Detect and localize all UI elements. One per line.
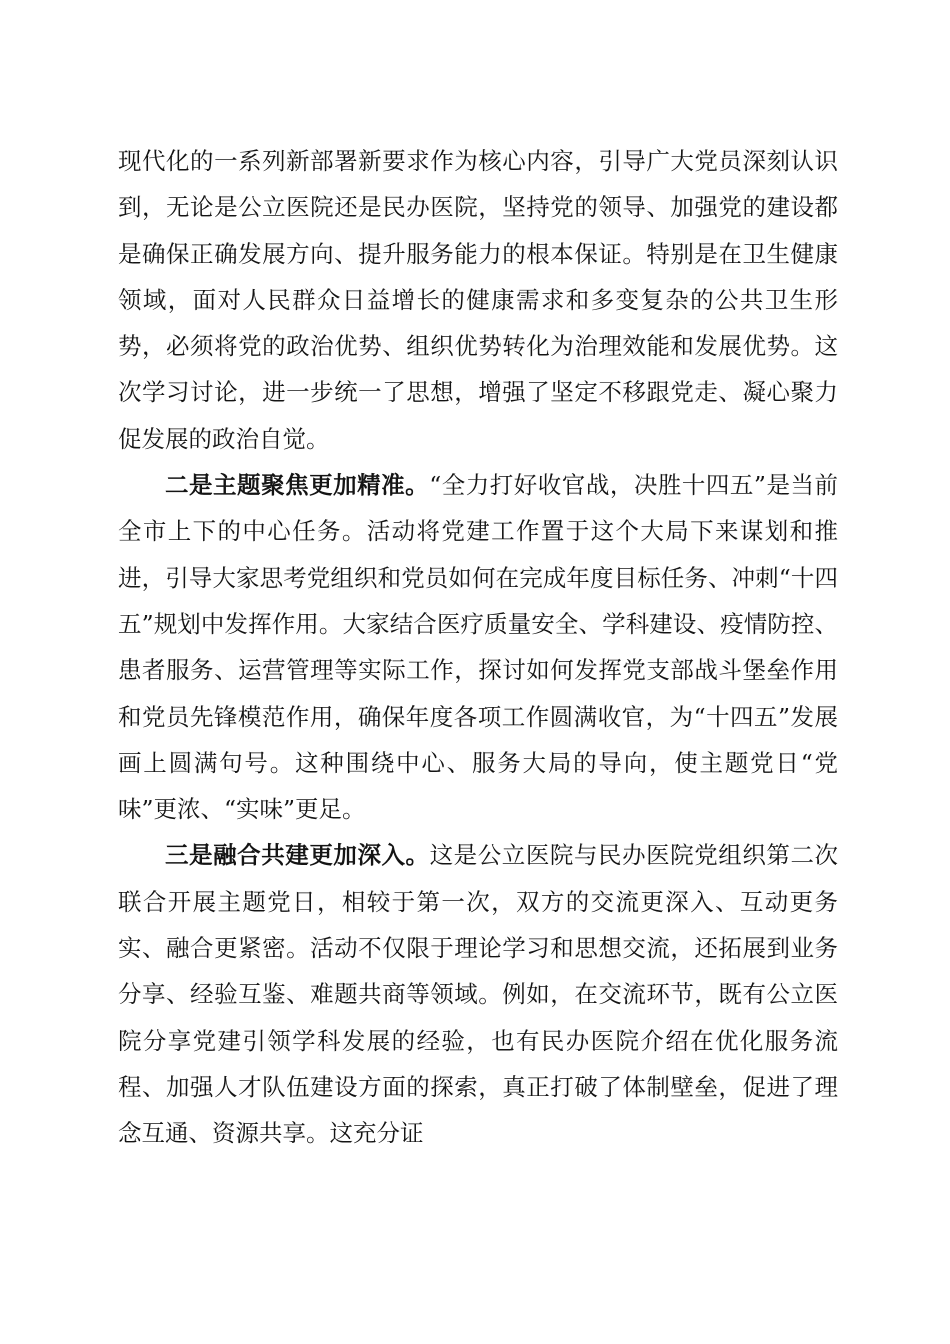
document-body bbox=[118, 138, 838, 1157]
paragraph-text: 现代化的一系列新部署新要求作为核心内容，引导广大党员深刻认识到，无论是公立医院还是民办医院，坚持党的领导、加强党的建设都是确保正确发展方向、提升服务能力的根本保证。特别是在卫生健康领域，面对人民群众日益增长的健康需求和多变复杂的公共卫生形势，必须将党的政治优势、组织优势转化为治理效能和发展优势。这次学习讨论，进一步统一了思想，增强了坚定不移跟党走、凝心聚力促发展的政治自觉。 bbox=[118, 147, 838, 453]
paragraph-lead: 三是融合共建更加深入。 bbox=[165, 841, 430, 870]
paragraph-text: 这是公立医院与民办医院党组织第二次联合开展主题党日，相较于第一次，双方的交流更深入、互动更务实、融合更紧密。活动不仅限于理论学习和思想交流，还拓展到业务分享、经验互鉴、难题共商等领域。例如，在交流环节，既有公立医院分享党建引领学科发展的经验，也有民办医院介绍在优化服务流程、加强人才队伍建设方面的探索，真正打破了体制壁垒，促进了理念互通、资源共享。这充分证 bbox=[118, 841, 839, 1148]
paragraph-continuation bbox=[118, 138, 838, 462]
paragraph-lead: 二是主题聚焦更加精准。 bbox=[165, 471, 430, 500]
paragraph-integration bbox=[118, 832, 838, 1156]
paragraph-text: “全力打好收官战，决胜十四五”是当前全市上下的中心任务。活动将党建工作置于这个大局下来谋划和推进，引导大家思考党组织和党员如何在完成年度目标任务、冲刺“十四五”规划中发挥作用。大家结合医疗质量安全、学科建设、疫情防控、患者服务、运营管理等实际工作，探讨如何发挥党支部战斗堡垒作用和党员先锋模范作用，确保年度各项工作圆满收官，为“十四五”发展画上圆满句号。这种围绕中心、服务大局的导向，使主题党日“党味”更浓、“实味”更足。 bbox=[118, 471, 838, 824]
paragraph-theme-focus bbox=[118, 462, 838, 832]
